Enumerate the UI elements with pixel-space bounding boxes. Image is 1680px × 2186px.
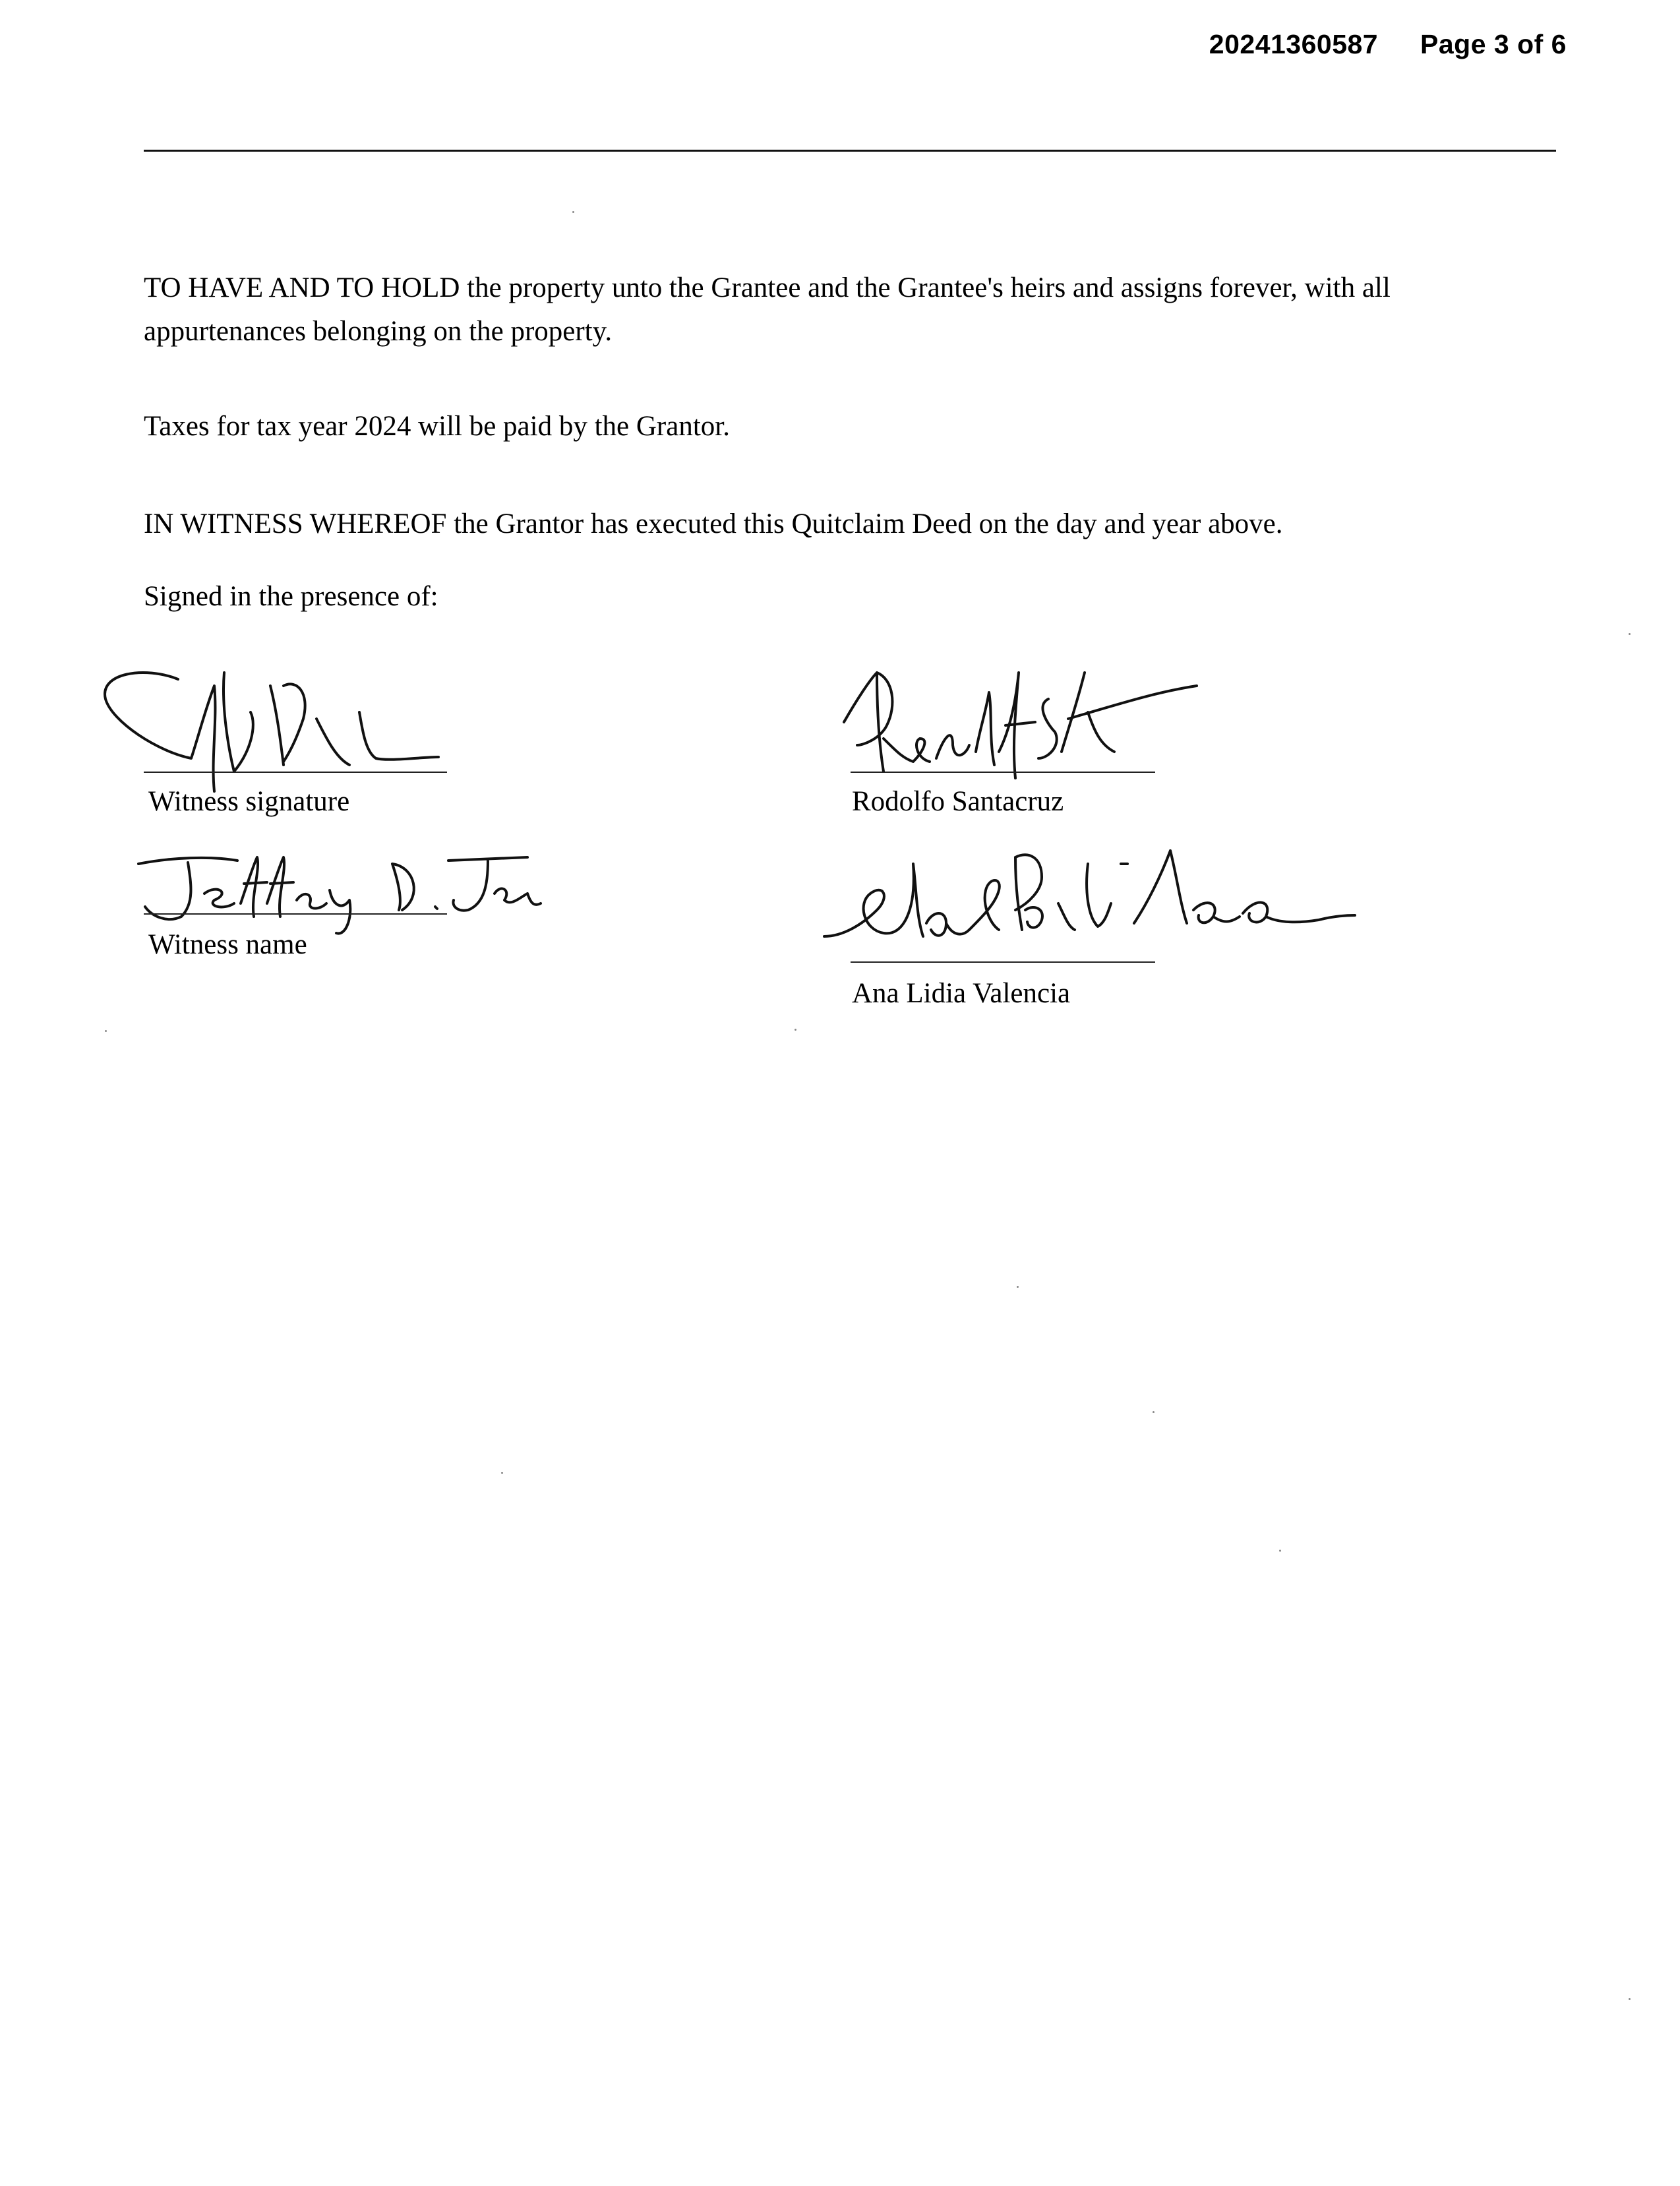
grantor2-signature-image: [818, 837, 1358, 969]
scan-speck: [572, 211, 574, 213]
taxes-clause: Taxes for tax year 2024 will be paid by the Grantor.: [144, 411, 730, 442]
scan-speck: [795, 1029, 796, 1031]
habendum-line-2: appurtenances belonging on the property.: [144, 316, 613, 347]
habendum-line-1: TO HAVE AND TO HOLD the property unto the Grantee and the Grantee's heirs and assigns forever, with all: [144, 272, 1391, 303]
grantor2-signature-line: [851, 961, 1155, 963]
witness-signature-line: [144, 772, 447, 773]
scan-speck: [105, 1030, 107, 1032]
scan-speck: [501, 1472, 503, 1474]
scan-speck: [1279, 1550, 1281, 1552]
habendum-clause: [144, 266, 1391, 353]
grantor1-name: Rodolfo Santacruz: [852, 786, 1064, 817]
header-rule: [144, 150, 1556, 152]
document-header: [1209, 29, 1567, 60]
scan-speck: [1629, 1998, 1631, 2000]
page-number: Page 3 of 6: [1420, 29, 1567, 59]
witness-name-label: Witness name: [148, 929, 307, 960]
signed-presence-text: Signed in the presence of:: [144, 581, 438, 612]
scan-speck: [1153, 1411, 1155, 1413]
witness-name-handwriting: [132, 844, 541, 936]
scan-speck: [1017, 1286, 1019, 1288]
grantor2-name: Ana Lidia Valencia: [852, 978, 1071, 1009]
grantor1-signature-line: [851, 772, 1155, 773]
witness-clause: IN WITNESS WHEREOF the Grantor has executed this Quitclaim Deed on the day and year above.: [144, 508, 1283, 539]
scan-speck: [1629, 633, 1631, 635]
record-number: 20241360587: [1209, 29, 1379, 59]
witness-signature-image: [99, 659, 455, 805]
witness-signature-label: Witness signature: [148, 786, 350, 817]
witness-name-line: [144, 913, 447, 915]
